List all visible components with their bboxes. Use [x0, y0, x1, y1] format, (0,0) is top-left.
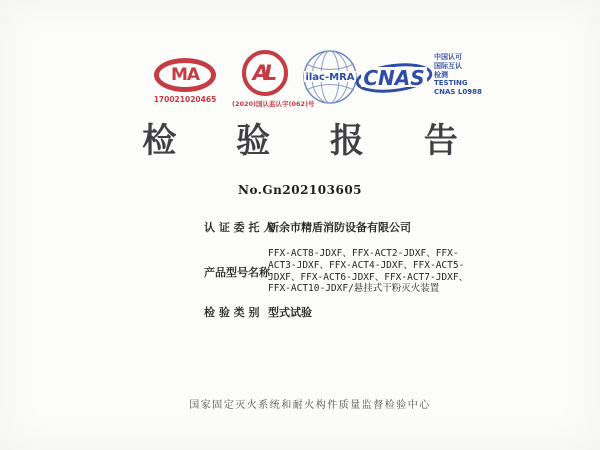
- cal-circle-icon: [242, 50, 288, 96]
- inspection-type-label: 检 验 类 别: [204, 306, 260, 320]
- field-row-inspection-type: [204, 304, 494, 320]
- cnas-side-text: [434, 53, 482, 97]
- svg-text:ilac-MRA: ilac-MRA: [305, 72, 355, 83]
- cma-certification-logo: [150, 58, 220, 104]
- cma-oval-icon: [154, 58, 216, 92]
- product-model-value: [268, 248, 468, 295]
- cnas-side-line: TESTING: [434, 79, 468, 88]
- issuing-center-name: 国家固定灭火系统和耐火构件质量监督检验中心: [189, 400, 431, 411]
- product-model-label: 产品型号名称: [204, 265, 270, 279]
- product-model-line: FFX-ACT10-JDXF/悬挂式干粉灭火装置: [268, 283, 440, 295]
- product-model-line: FFX-ACT8-JDXF、FFX-ACT2-JDXF、FFX-: [268, 248, 459, 259]
- svg-text:CNAS: CNAS: [363, 66, 425, 90]
- cma-certificate-number: 170021020465: [153, 95, 217, 104]
- cal-certification-logo: [232, 50, 315, 108]
- cma-letters: MA: [170, 64, 200, 85]
- cnas-side-line: 国际互认: [434, 61, 462, 70]
- inspection-type-value: 型式试验: [268, 306, 312, 320]
- report-number: No.Gn202103605: [237, 183, 363, 197]
- report-fields: [204, 219, 494, 320]
- applicant-value: 新余市精盾消防设备有限公司: [268, 221, 411, 234]
- cnas-side-line: 中国认可: [434, 53, 462, 61]
- cal-letters: AL: [252, 60, 273, 85]
- page-title: 检 验 报 告: [142, 121, 482, 161]
- cnas-side-line: 检测: [434, 70, 448, 79]
- cal-certificate-number: (2020)国认监认字(062)号: [232, 100, 315, 108]
- field-row-applicant: [204, 219, 494, 235]
- applicant-label: 认 证 委 托 人: [204, 221, 275, 234]
- ilac-mra-globe-icon: [302, 49, 358, 105]
- product-model-line: ACT3-JDXF、FFX-ACT4-JDXF、FFX-ACT5-: [268, 259, 465, 271]
- field-row-product-model: [204, 248, 494, 295]
- cnas-logo-icon: [355, 57, 433, 99]
- cnas-side-line: CNAS L0988: [434, 88, 482, 97]
- product-model-line: JDXF、FFX-ACT6-JDXF、FFX-ACT7-JDXF、: [268, 271, 469, 283]
